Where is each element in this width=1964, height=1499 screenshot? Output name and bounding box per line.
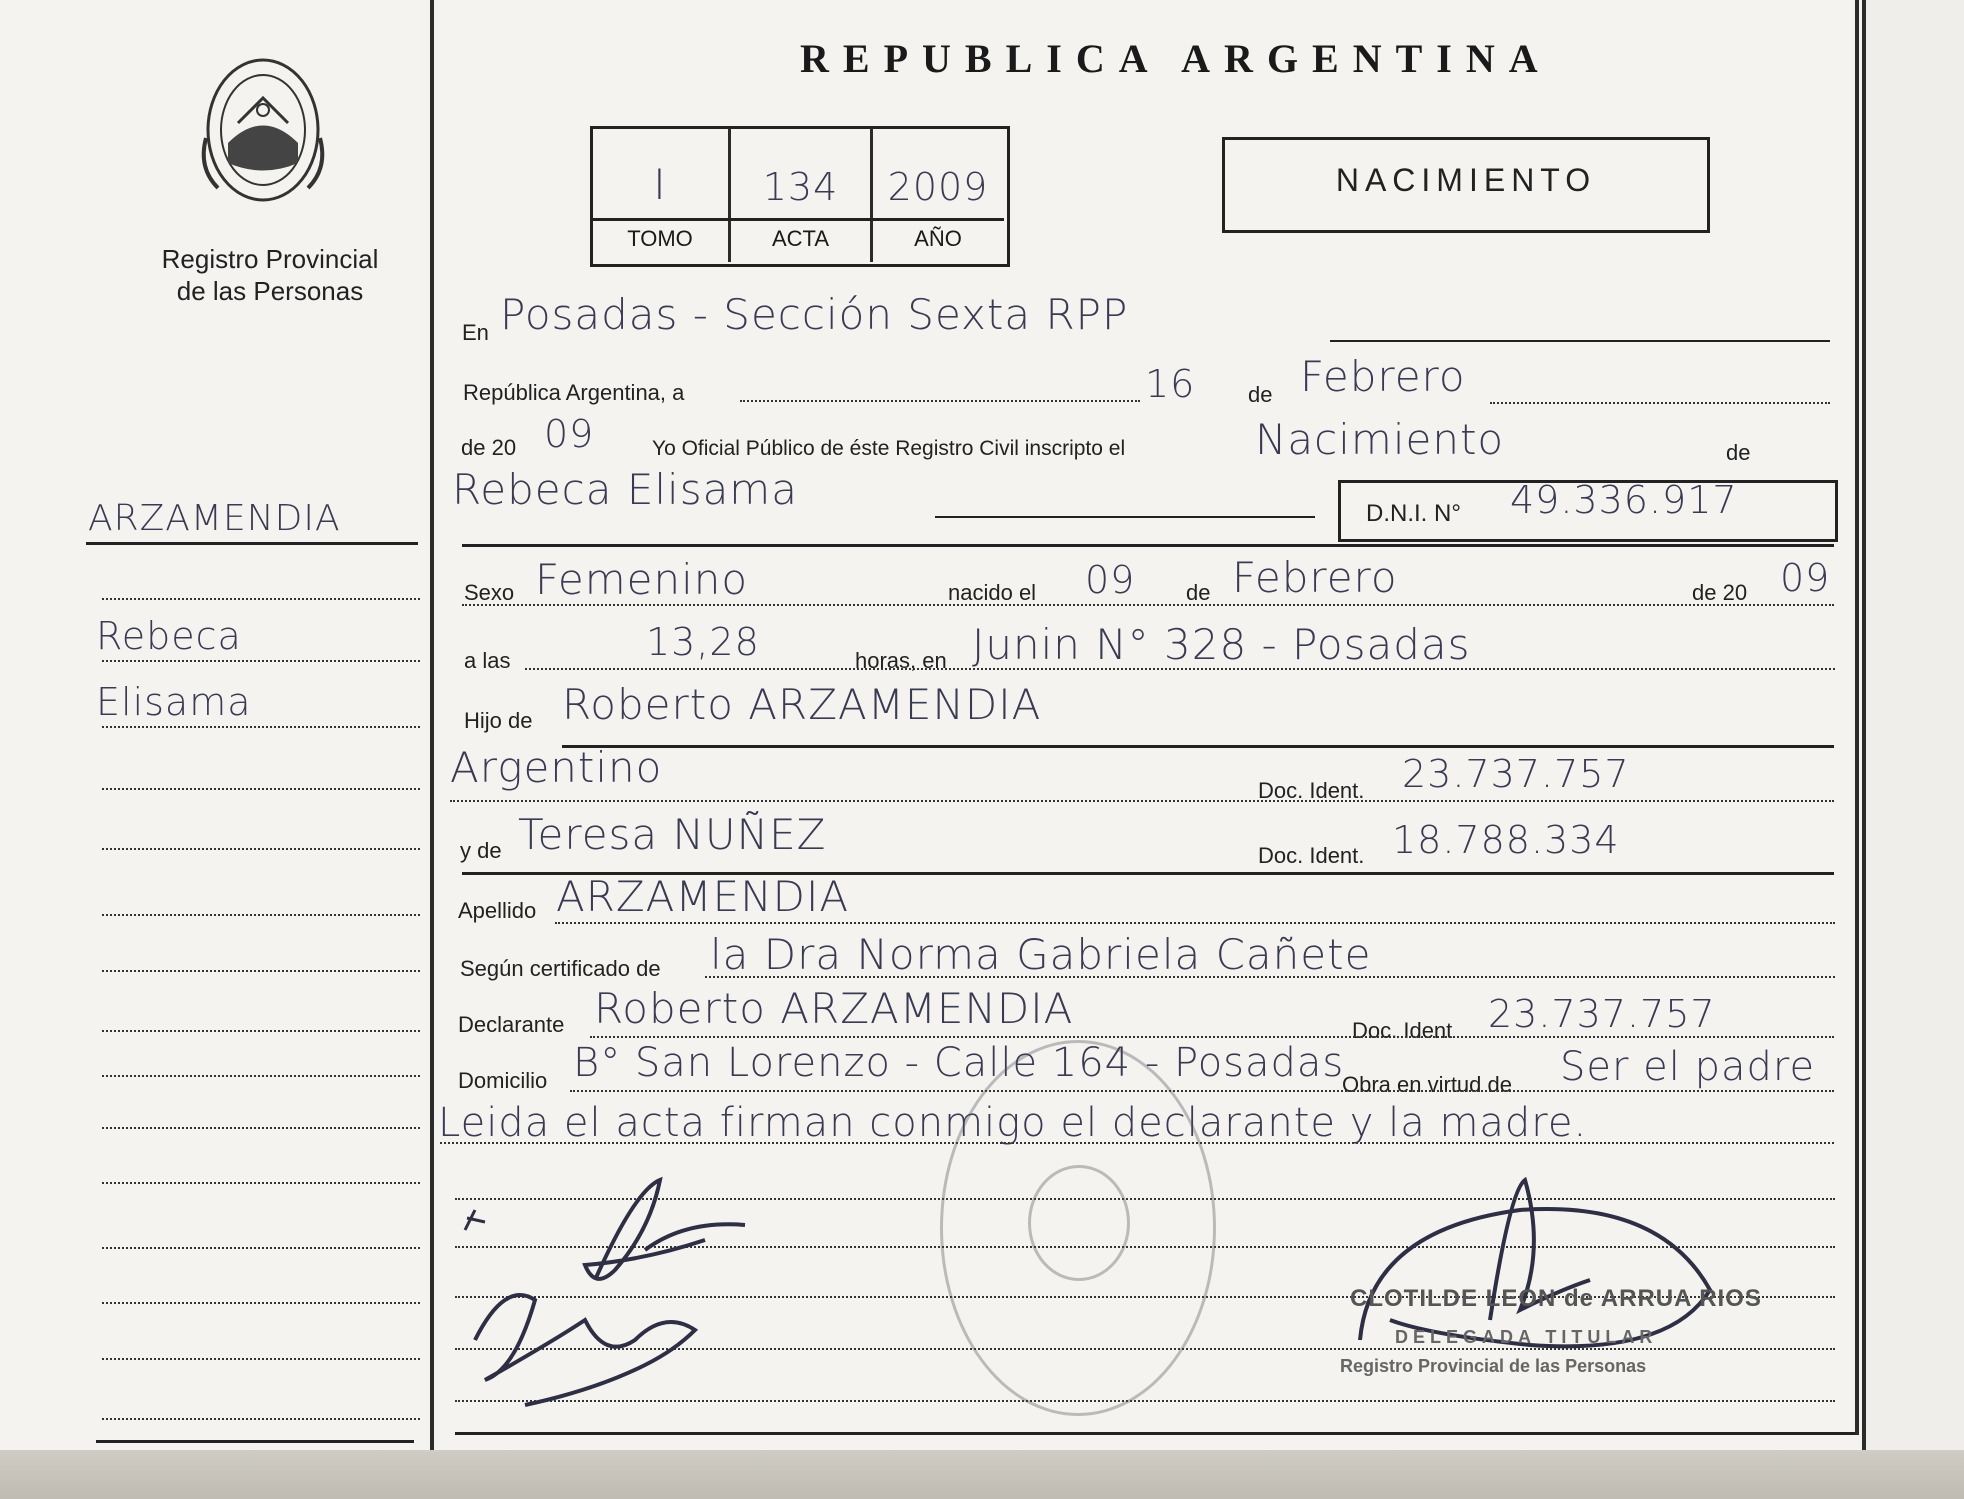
registry-name-line2: de las Personas	[176, 276, 364, 306]
fill-line	[1330, 340, 1830, 342]
page-edge	[1862, 0, 1964, 1460]
birth-day-value: 09	[1085, 558, 1136, 602]
horas-label: horas, en	[855, 648, 947, 673]
margin-name-1: Rebeca	[96, 614, 242, 658]
child-names-value: Rebeca Elisama	[452, 465, 798, 514]
apellido-label: Apellido	[458, 898, 537, 923]
de-label-3: de	[1186, 580, 1211, 605]
fill-line	[705, 976, 1835, 978]
yde-label: y de	[460, 838, 502, 863]
doc-ident-label: Doc. Ident.	[1258, 778, 1365, 803]
father-value: Roberto ARZAMENDIA	[562, 680, 1042, 729]
margin-dotline	[102, 1075, 420, 1077]
acta-value: 134	[762, 165, 839, 209]
margin-dotline	[102, 660, 420, 662]
section-rule	[562, 745, 1834, 748]
doc-ident-label-2: Doc. Ident.	[1258, 843, 1365, 868]
margin-dotline	[102, 970, 420, 972]
republica-label: República Argentina, a	[463, 380, 685, 405]
father-nationality-value: Argentino	[450, 743, 663, 792]
de20-label-2: de 20	[1692, 580, 1748, 605]
margin-dotline	[102, 1358, 420, 1360]
oficial-label: Yo Oficial Público de éste Registro Civil inscripto el	[652, 437, 1126, 460]
obra-label: Obra en virtud de	[1342, 1072, 1512, 1097]
official-stamp-institution: Registro Provincial de las Personas	[1340, 1356, 1647, 1376]
margin-dotline	[102, 1247, 420, 1249]
margin-dotline	[102, 598, 420, 600]
record-type: NACIMIENTO	[1335, 162, 1597, 198]
margin-dotline	[102, 1418, 420, 1420]
fill-line	[462, 604, 1834, 606]
de20-label: de 20	[461, 435, 517, 460]
dni-value: 49.336.917	[1510, 478, 1738, 522]
margin-dotline	[102, 1182, 420, 1184]
birth-year-suffix-value: 09	[1780, 556, 1831, 600]
fill-line	[740, 400, 1140, 402]
de-label-2: de	[1726, 440, 1751, 465]
misiones-seal-logo	[188, 48, 338, 218]
margin-name-2: Elisama	[96, 680, 252, 724]
margin-dotline	[102, 848, 420, 850]
margin-surname: ARZAMENDIA	[88, 498, 341, 539]
margin-rule	[96, 1440, 414, 1443]
nacido-label: nacido el	[948, 580, 1037, 605]
closing-note: Leida el acta firman conmigo el declarante y la madre.	[438, 1100, 1588, 1146]
segun-label: Según certificado de	[460, 956, 661, 981]
bottom-rule	[455, 1432, 1855, 1435]
margin-dotline	[102, 1302, 420, 1304]
official-stamp-name: CLOTILDE LEON de ARRUA RIOS	[1350, 1285, 1762, 1312]
declarante-value: Roberto ARZAMENDIA	[594, 984, 1074, 1033]
margin-dotline	[102, 1030, 420, 1032]
country-title: REPUBLICA ARGENTINA	[800, 36, 1552, 81]
declarante-signature	[445, 1170, 825, 1420]
father-doc-value: 23.737.757	[1402, 752, 1630, 796]
month-value: Febrero	[1300, 352, 1466, 401]
tomo-value: I	[653, 160, 667, 209]
official-stamp-role: DELEGADA TITULAR	[1395, 1327, 1658, 1347]
hijo-label: Hijo de	[464, 708, 533, 733]
right-border	[1855, 0, 1859, 1435]
margin-dotline	[102, 726, 420, 728]
en-label: En	[462, 320, 489, 345]
margin-dotline	[102, 788, 420, 790]
margin-rule	[86, 542, 418, 545]
inscription-type-value: Nacimiento	[1255, 415, 1505, 464]
apellido-value: ARZAMENDIA	[556, 872, 850, 921]
doc-ident-label-3: Doc. Ident	[1352, 1018, 1453, 1043]
fill-line	[1490, 402, 1830, 404]
mother-doc-value: 18.788.334	[1392, 818, 1620, 862]
registry-name-line1: Registro Provincial	[161, 244, 379, 274]
fill-line	[525, 668, 1835, 670]
margin-dotline	[102, 1127, 420, 1129]
birth-place-value: Junin N° 328 - Posadas	[972, 620, 1471, 669]
paper-bottom-edge	[0, 1450, 1964, 1499]
section-rule	[462, 544, 1834, 547]
anio-value: 2009	[887, 165, 989, 209]
alas-label: a las	[464, 648, 511, 673]
declarante-doc-value: 23.737.757	[1488, 992, 1716, 1036]
obra-value: Ser el padre	[1560, 1044, 1816, 1090]
fill-line	[555, 922, 1835, 924]
birth-month-value: Febrero	[1232, 553, 1398, 602]
box-label-rule	[592, 218, 1004, 221]
dni-label: D.N.I. N°	[1366, 500, 1461, 527]
margin-dotline	[102, 914, 420, 916]
mother-value: Teresa NUÑEZ	[518, 810, 827, 859]
acta-label: ACTA	[771, 226, 830, 251]
fill-line	[450, 800, 1834, 802]
fill-line	[935, 516, 1315, 518]
column-divider	[430, 0, 434, 1450]
day-value: 16	[1145, 362, 1196, 406]
hour-value: 13,28	[646, 620, 760, 664]
year-suffix-value: 09	[544, 412, 595, 456]
tomo-label: TOMO	[627, 226, 693, 251]
fill-line	[570, 1090, 1834, 1092]
domicilio-label: Domicilio	[458, 1068, 548, 1093]
anio-label: AÑO	[914, 226, 962, 251]
sexo-label: Sexo	[464, 580, 515, 605]
place-value: Posadas - Sección Sexta RPP	[500, 290, 1129, 339]
domicilio-value: B° San Lorenzo - Calle 164 - Posadas	[573, 1040, 1345, 1086]
round-seal-inner	[1028, 1165, 1130, 1281]
sexo-value: Femenino	[535, 555, 749, 604]
fill-line	[590, 1036, 1834, 1038]
certificado-value: la Dra Norma Gabriela Cañete	[710, 930, 1372, 979]
declarante-label: Declarante	[458, 1012, 565, 1037]
de-label: de	[1248, 382, 1273, 407]
